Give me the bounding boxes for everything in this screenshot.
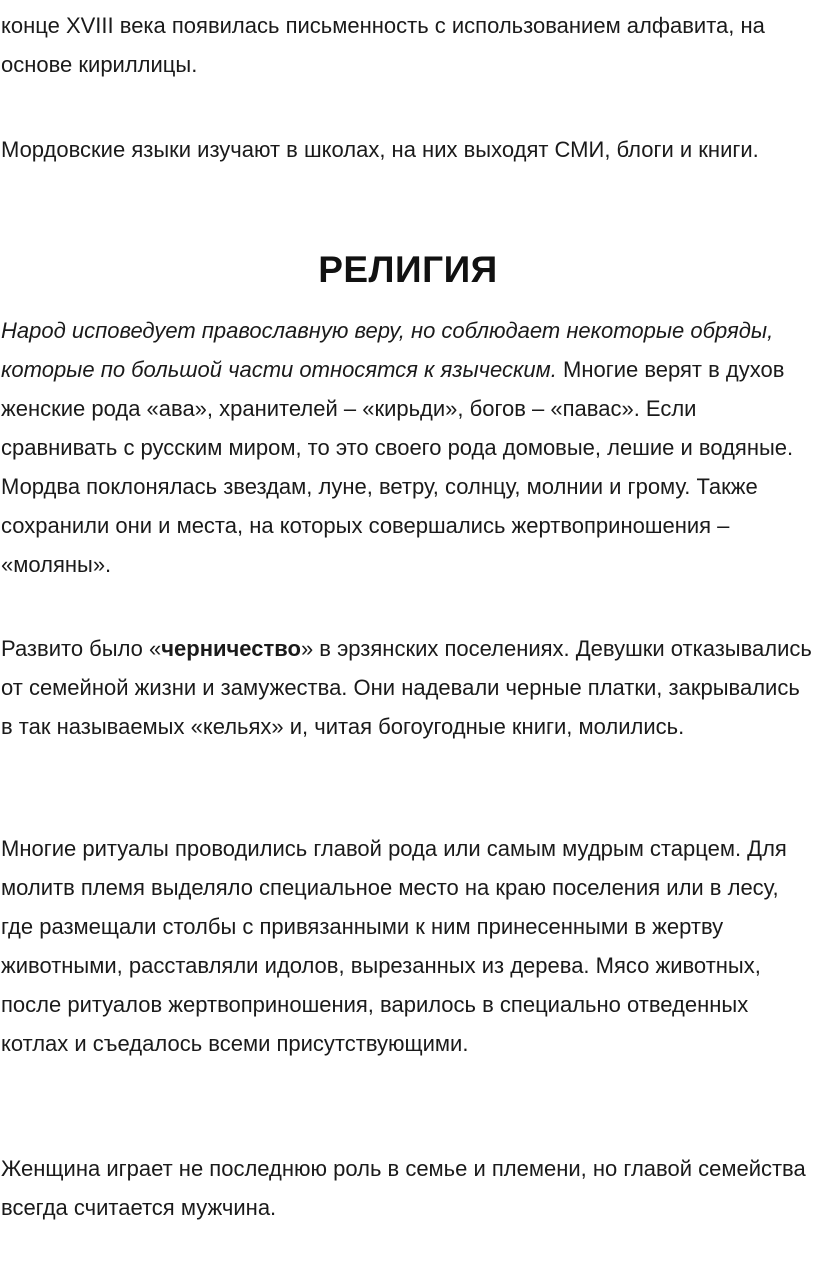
paragraph-women-role: Женщина играет не последнюю роль в семье и племени, но главой семейства всегда считается мужчина. [1,1156,806,1220]
paragraph-chernichestvo [1,629,813,746]
bold-term-chernichestvo: черничество [161,636,301,661]
paragraph-rituals: Многие ритуалы проводились главой рода или самым мудрым старцем. Для молитв племя выделяло специальное место на краю поселения или в лесу, где размещали столбы с привязанными к ним принесенными в жертву животными, расставляли идолов, вырезанных из дерева. Мясо животных, после ритуалов жертвоприношения, варилось в специально отведенных котлах и съедалось всеми присутствующими. [1,836,787,1056]
paragraph-languages-usage: Мордовские языки изучают в школах, на них выходят СМИ, блоги и книги. [1,137,759,162]
heading-religion: РЕЛИГИЯ [318,249,498,290]
chernichestvo-lead-text: Развито было « [1,636,162,661]
paragraph-writing-history: конце XVIII века появилась письменность с использованием алфавита, на основе кириллицы. [1,13,765,77]
chernichestvo-body-text: » в эрзянских поселениях. Девушки отказывались от семейной жизни и замужества. Они надевали черные платки, закрывались в так называемых «кельях» и, читая богоугодные книги, молились. [1,636,812,739]
italic-intro-text: Народ исповедует православную веру, но соблюдает некоторые обряды, которые по большой части относятся к языческим. [1,318,774,382]
paragraph-religion-beliefs [1,311,813,584]
beliefs-text: Многие верят в духов женские рода «ава», хранителей – «кирьди», богов – «павас». Если сравнивать с русским миром, то это своего рода домовые, лешие и водяные. Мордва поклонялась звездам, луне, ветру, солнцу, молнии и грому. Также сохранили они и места, на которых совершались жертвоприношения – «моляны». [1,357,794,577]
